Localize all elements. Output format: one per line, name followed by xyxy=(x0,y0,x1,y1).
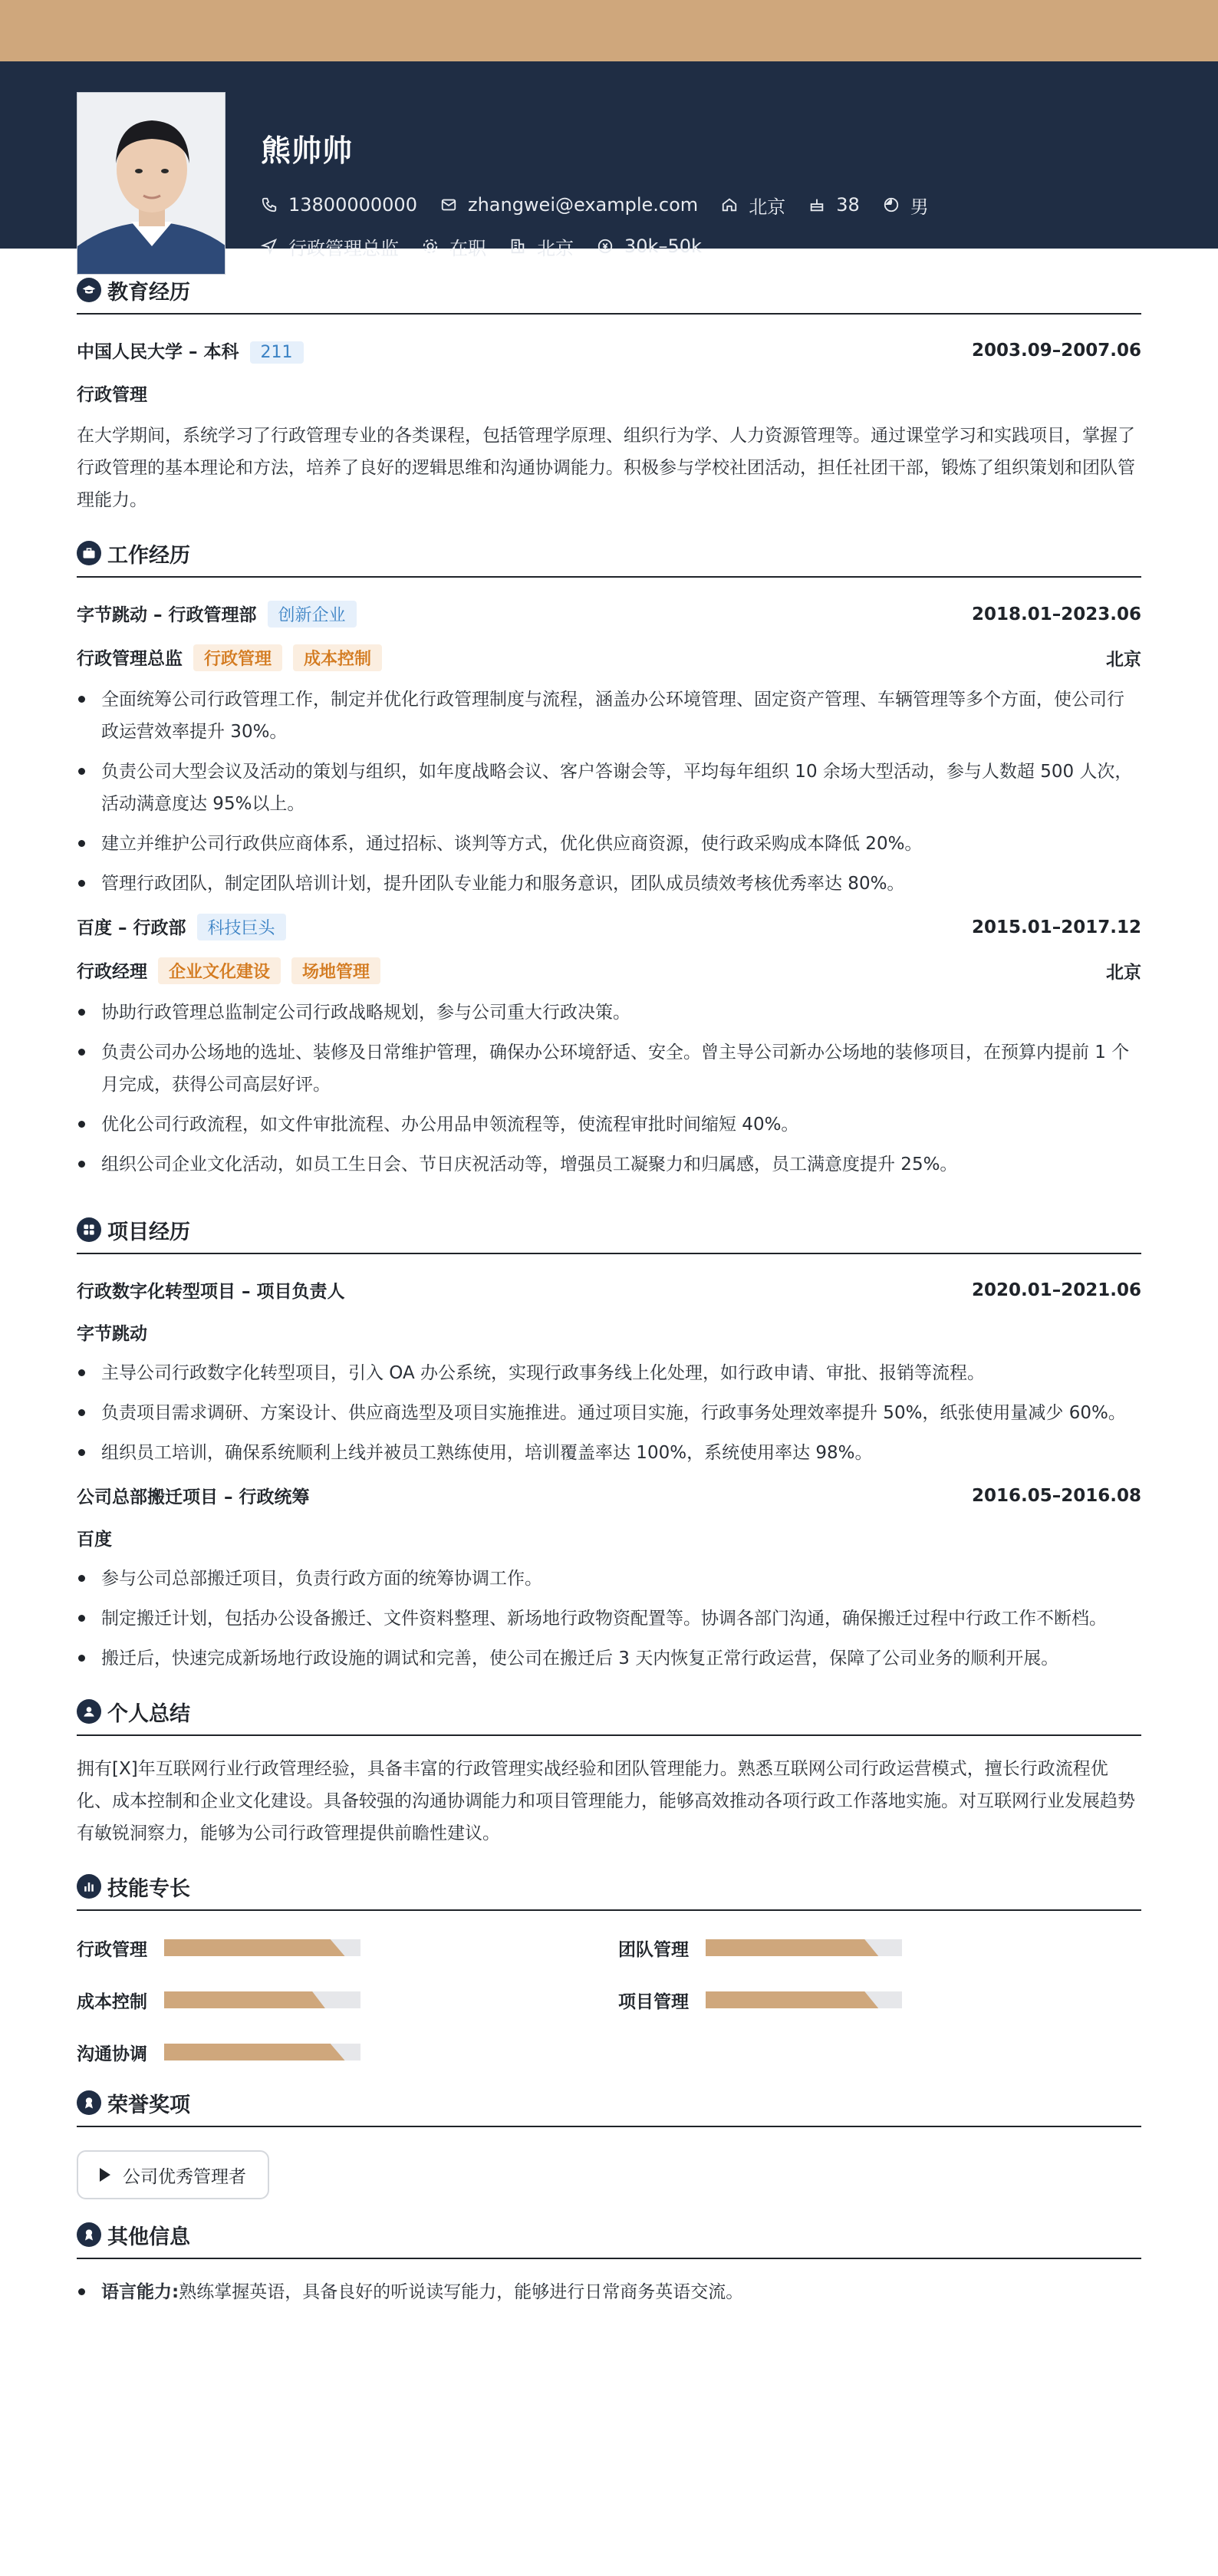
skill-label: 沟通协调 xyxy=(77,2044,147,2064)
skill-bar xyxy=(164,2044,360,2060)
project-name: 公司总部搬迁项目 – 行政统筹 xyxy=(77,1487,310,1507)
list-item: 参与公司总部搬迁项目，负责行政方面的统筹协调工作。 xyxy=(77,1563,1141,1595)
role-tag: 企业文化建设 xyxy=(158,957,281,984)
briefcase-icon xyxy=(77,541,101,565)
work-section xyxy=(77,538,1141,1181)
education-description: 在大学期间，系统学习了行政管理专业的各类课程，包括管理学原理、组织行为学、人力资源管理等。通过课堂学习和实践项目，掌握了行政管理的基本理论和方法，培养了良好的逻辑思维和沟通协调能力。积极参与学校社团活动，担任社团干部，锻炼了组织策划和团队管理能力。 xyxy=(77,426,1135,510)
skill-label: 团队管理 xyxy=(618,1939,689,1960)
skill-item xyxy=(77,1985,618,2015)
cake-icon xyxy=(808,196,825,213)
skill-item xyxy=(618,1985,1141,2015)
list-item: 主导公司行政数字化转型项目，引入 OA 办公系统，实现行政事务线上化处理，如行政申请、审批、报销等流程。 xyxy=(77,1357,1141,1389)
job-company-line xyxy=(77,914,1141,940)
profile-header xyxy=(0,61,1218,259)
summary-section xyxy=(77,1696,1141,1850)
salary-text: 30k–50k xyxy=(624,236,702,257)
summary-heading xyxy=(77,1696,1141,1736)
list-item: 负责项目需求调研、方案设计、供应商选型及项目实施推进。通过项目实施，行政事务处理效率提升 50%，纸张使用量减少 60%。 xyxy=(77,1397,1141,1429)
gender-text: 男 xyxy=(910,196,929,218)
education-heading xyxy=(77,275,1141,315)
bar-chart-icon xyxy=(77,1874,101,1899)
other-heading xyxy=(77,2219,1141,2259)
phone-icon xyxy=(261,196,278,213)
project-entry xyxy=(77,1483,1141,1675)
job-text: 行政管理总监 xyxy=(288,237,399,259)
age-item xyxy=(808,194,860,216)
award-icon xyxy=(77,2222,101,2247)
school-tag: 211 xyxy=(250,341,304,364)
awards-title: 荣誉奖项 xyxy=(107,2093,190,2117)
mail-icon xyxy=(440,196,457,213)
other-list xyxy=(77,2276,1141,2308)
top-accent-bar xyxy=(0,0,1218,61)
skill-item xyxy=(77,1932,618,1963)
job-company xyxy=(77,914,286,940)
project-entry xyxy=(77,1277,1141,1469)
skill-bar-fill xyxy=(706,1939,878,1956)
education-line xyxy=(77,338,1141,364)
phone-text: 13800000000 xyxy=(288,194,417,216)
project-date: 2016.05–2016.08 xyxy=(971,1485,1141,1506)
list-item: 建立并维护公司行政供应商体系，通过招标、谈判等方式，优化供应商资源，使行政采购成本降低 20%。 xyxy=(77,828,1141,860)
job-company xyxy=(77,601,357,628)
job-date: 2015.01–2017.12 xyxy=(971,917,1141,937)
education-title: 教育经历 xyxy=(107,280,190,305)
avatar-portrait-icon xyxy=(77,93,225,275)
skill-bar-fill xyxy=(164,1991,325,2008)
skill-item xyxy=(618,1932,1141,1963)
skill-bar xyxy=(164,1939,360,1956)
job-role-line xyxy=(77,644,1141,671)
job-entry xyxy=(77,601,1141,900)
company-text: 百度 – 行政部 xyxy=(77,918,186,938)
age-text: 38 xyxy=(836,194,860,216)
award-text: 公司优秀管理者 xyxy=(123,2166,246,2187)
job-company-line xyxy=(77,601,1141,628)
role-tag: 成本控制 xyxy=(293,644,382,671)
project-line xyxy=(77,1277,1141,1303)
job-date: 2018.01–2023.06 xyxy=(971,604,1141,624)
email-item xyxy=(440,194,698,216)
email-text: zhangwei@example.com xyxy=(467,194,699,216)
skill-bar-fill xyxy=(164,2044,345,2060)
skill-label: 成本控制 xyxy=(77,1991,147,2012)
skill-bar xyxy=(164,1991,360,2008)
language-label: 语言能力: xyxy=(101,2282,179,2302)
project-items xyxy=(77,1563,1141,1675)
role-text: 行政经理 xyxy=(77,962,147,982)
resume-body xyxy=(77,249,1141,2316)
projects-title: 项目经历 xyxy=(107,1220,190,1244)
award-badge xyxy=(77,2150,269,2199)
summary-text: 拥有[X]年互联网行业行政管理经验，具备丰富的行政管理实战经验和团队管理能力。熟悉互联网公司行政运营模式，擅长行政流程优化、成本控制和企业文化建设。具备较强的沟通协调能力和项目管理能力，能够高效推动各项行政工作落地实施。对互联网行业发展趋势有敏锐洞察力，能够为公司行政管理提供前瞻性建议。 xyxy=(77,1759,1135,1843)
job-city: 北京 xyxy=(1106,650,1141,670)
company-tag: 科技巨头 xyxy=(197,914,286,940)
job-duties xyxy=(77,996,1141,1181)
job-entry xyxy=(77,914,1141,1181)
project-org: 百度 xyxy=(77,1530,112,1550)
school-text: 中国人民大学 – 本科 xyxy=(77,342,239,362)
language-text: 熟练掌握英语，具备良好的听说读写能力，能够进行日常商务英语交流。 xyxy=(179,2282,744,2302)
other-title: 其他信息 xyxy=(107,2225,190,2249)
list-item: 管理行政团队，制定团队培训计划，提升团队专业能力和服务意识，团队成员绩效考核优秀率达 80%。 xyxy=(77,868,1141,900)
job-duties xyxy=(77,684,1141,900)
list-item: 全面统筹公司行政管理工作，制定并优化行政管理制度与流程，涵盖办公环境管理、固定资产管理、车辆管理等多个方面，使公司行政运营效率提升 30%。 xyxy=(77,684,1141,748)
work-heading xyxy=(77,538,1141,578)
list-item xyxy=(77,2276,1141,2308)
city-text: 北京 xyxy=(537,237,574,259)
education-date: 2003.09–2007.06 xyxy=(971,341,1141,361)
list-item: 协助行政管理总监制定公司行政战略规划，参与公司重大行政决策。 xyxy=(77,996,1141,1029)
avatar xyxy=(77,92,225,275)
awards-section xyxy=(77,2087,1141,2199)
role-tag: 行政管理 xyxy=(193,644,282,671)
job-role xyxy=(77,957,380,984)
project-name: 行政数字化转型项目 – 项目负责人 xyxy=(77,1282,345,1302)
list-item: 搬迁后，快速完成新场地行政设施的调试和完善，使公司在搬迁后 3 天内恢复正常行政运营，保障了公司业务的顺利开展。 xyxy=(77,1642,1141,1675)
home-item xyxy=(721,192,785,219)
company-text: 字节跳动 – 行政管理部 xyxy=(77,605,257,625)
awards-heading xyxy=(77,2087,1141,2127)
skills-section xyxy=(77,1871,1141,2067)
project-items xyxy=(77,1357,1141,1469)
home-text: 北京 xyxy=(749,196,786,218)
major: 行政管理 xyxy=(77,385,147,405)
candidate-name: 熊帅帅 xyxy=(261,134,354,169)
skill-bar-fill xyxy=(164,1939,345,1956)
gender-item xyxy=(883,192,929,219)
list-item: 组织员工培训，确保系统顺利上线并被员工熟练使用，培训覆盖率达 100%，系统使用率达 98%。 xyxy=(77,1437,1141,1469)
play-icon xyxy=(100,2168,110,2182)
role-tag: 场地管理 xyxy=(291,957,380,984)
skill-bar xyxy=(706,1939,902,1956)
role-text: 行政管理总监 xyxy=(77,649,183,669)
graduation-cap-icon xyxy=(77,278,101,302)
project-line xyxy=(77,1483,1141,1508)
grid-icon xyxy=(77,1217,101,1242)
home-icon xyxy=(721,196,738,213)
projects-section xyxy=(77,1214,1141,1675)
list-item: 负责公司大型会议及活动的策划与组织，如年度战略会议、客户答谢会等，平均每年组织 10 余场大型活动，参与人数超 500 人次，活动满意度达 95%以上。 xyxy=(77,756,1141,820)
work-title: 工作经历 xyxy=(107,543,190,568)
skill-bar-fill xyxy=(706,1991,878,2008)
job-city: 北京 xyxy=(1106,963,1141,983)
projects-heading xyxy=(77,1214,1141,1254)
education-section xyxy=(77,275,1141,516)
other-section xyxy=(77,2219,1141,2308)
status-text: 在职 xyxy=(449,237,486,259)
list-item: 负责公司办公场地的选址、装修及日常维护管理，确保办公环境舒适、安全。曾主导公司新办公场地的装修项目，在预算内提前 1 个月完成，获得公司高层好评。 xyxy=(77,1036,1141,1101)
skill-label: 行政管理 xyxy=(77,1939,147,1960)
list-item: 优化公司行政流程，如文件审批流程、办公用品申领流程等，使流程审批时间缩短 40%。 xyxy=(77,1108,1141,1141)
list-item: 组织公司企业文化活动，如员工生日会、节日庆祝活动等，增强员工凝聚力和归属感，员工满意度提升 25%。 xyxy=(77,1148,1141,1181)
list-item: 制定搬迁计划，包括办公设备搬迁、文件资料整理、新场地行政物资配置等。协调各部门沟通，确保搬迁过程中行政工作不断档。 xyxy=(77,1603,1141,1635)
award-icon xyxy=(77,2090,101,2115)
school-name xyxy=(77,338,304,364)
skill-item xyxy=(77,2037,618,2067)
skills-heading xyxy=(77,1871,1141,1911)
user-icon xyxy=(77,1699,101,1724)
project-org: 字节跳动 xyxy=(77,1324,147,1344)
skill-bar xyxy=(706,1991,902,2008)
job-role-line xyxy=(77,957,1141,984)
skills-grid xyxy=(77,1932,1141,2067)
project-date: 2020.01–2021.06 xyxy=(971,1280,1141,1300)
skill-label: 项目管理 xyxy=(618,1991,689,2012)
gender-icon xyxy=(883,196,900,213)
job-role xyxy=(77,644,382,671)
awards-list xyxy=(77,2150,1141,2199)
summary-title: 个人总结 xyxy=(107,1701,190,1726)
contact-row xyxy=(261,193,952,216)
company-tag: 创新企业 xyxy=(268,601,357,628)
phone-item xyxy=(261,194,417,216)
skills-title: 技能专长 xyxy=(107,1876,190,1901)
